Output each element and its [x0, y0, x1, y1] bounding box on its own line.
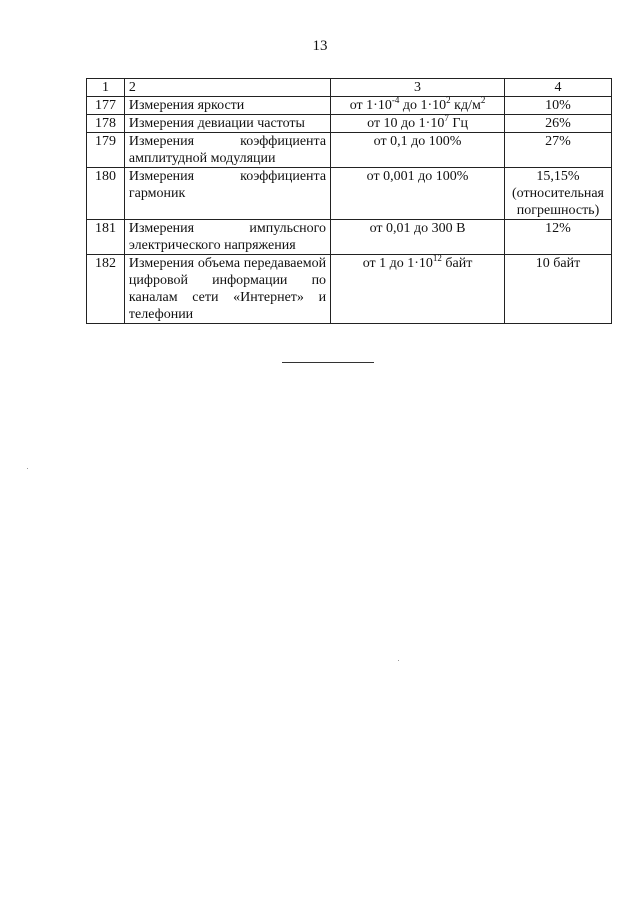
- measurement-name: Измерения коэффициента амплитудной модуляции: [124, 133, 330, 168]
- measurement-name: Измерения импульсного электрического напряжения: [124, 220, 330, 255]
- column-header-3: 3: [331, 79, 505, 97]
- table-row: [87, 97, 612, 115]
- measurement-name: Измерения девиации частоты: [124, 115, 330, 133]
- row-number: 178: [87, 115, 125, 133]
- range-exponent: 7: [444, 113, 449, 123]
- range-exponent: 12: [432, 253, 442, 263]
- table-row: [87, 220, 612, 255]
- row-number: 180: [87, 168, 125, 220]
- row-number: 182: [87, 255, 125, 324]
- range-exponent: 2: [446, 95, 451, 105]
- column-header-1: 1: [87, 79, 125, 97]
- range-text: от 10 до 1·10: [367, 116, 445, 131]
- range-text: от 0,01 до 300 В: [369, 221, 466, 236]
- measurement-range: [331, 133, 505, 168]
- measurement-error: 12%: [505, 220, 612, 255]
- measurement-name: Измерения яркости: [124, 97, 330, 115]
- end-rule: [282, 362, 374, 363]
- range-exponent: -4: [391, 95, 400, 105]
- measurement-range: [331, 97, 505, 115]
- measurement-name: Измерения объема передаваемой цифровой информации по каналам сети «Интернет» и телефонии: [124, 255, 330, 324]
- table-row: [87, 168, 612, 220]
- measurement-error: 27%: [505, 133, 612, 168]
- range-text: Гц: [448, 116, 468, 131]
- table-row: [87, 133, 612, 168]
- column-header-2: 2: [124, 79, 330, 97]
- scan-speck: [27, 468, 28, 469]
- range-text: от 0,1 до 100%: [373, 134, 462, 149]
- table-header-row: [87, 79, 612, 97]
- measurement-error: 26%: [505, 115, 612, 133]
- measurement-error: 10 байт: [505, 255, 612, 324]
- measurement-range: [331, 115, 505, 133]
- measurement-range: [331, 168, 505, 220]
- table-row: [87, 255, 612, 324]
- range-text: кд/м: [450, 98, 481, 113]
- measurement-range: [331, 255, 505, 324]
- range-text: от 1·10: [349, 98, 392, 113]
- range-text: до 1·10: [399, 98, 447, 113]
- measurement-error: 10%: [505, 97, 612, 115]
- table-row: [87, 115, 612, 133]
- column-header-4: 4: [505, 79, 612, 97]
- page-number: 13: [312, 38, 328, 54]
- range-text: от 1 до 1·10: [362, 256, 433, 271]
- range-text: байт: [441, 256, 473, 271]
- row-number: 177: [87, 97, 125, 115]
- row-number: 181: [87, 220, 125, 255]
- measurement-range: [331, 220, 505, 255]
- measurement-name: Измерения коэффициента гармоник: [124, 168, 330, 220]
- measurements-table: [86, 78, 612, 324]
- row-number: 179: [87, 133, 125, 168]
- range-text: от 0,001 до 100%: [366, 169, 469, 184]
- scan-speck: [398, 660, 399, 661]
- range-exponent: 2: [480, 95, 486, 105]
- measurement-error: 15,15% (относительная погрешность): [505, 168, 612, 220]
